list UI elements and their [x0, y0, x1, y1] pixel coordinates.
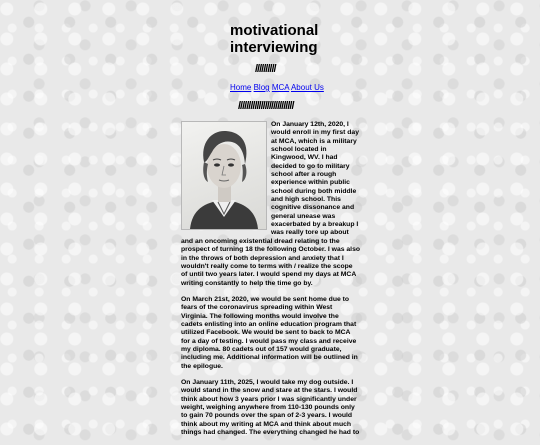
portrait-image	[181, 121, 267, 230]
nav-bar	[230, 83, 324, 92]
separator-top: //////////	[255, 63, 276, 75]
paragraph: On March 21st, 2020, we would be sent home due to fears of the coronavirus spreading within West Virginia. The following months would involve the cadets enlisting into an online education program that utilized Facebook. We would be sent to back to MCA for a day of testing. I would pass my class and receive my diploma. 80 cadets out of 157 would graduate, including me. Additional information will be outlined in the epilogue.	[181, 295, 358, 370]
portrait-icon	[182, 122, 266, 229]
article-body	[181, 121, 360, 445]
nav-link-about-us[interactable]: About Us	[290, 83, 324, 92]
paragraph: On January 12th, 2020, I would enroll in my first day at MCA, which is a military school located in Kingwood, WV. I had decided to go to military school after a rough experience within public school during both middle and high school. This cognitive dissonance and general unease was exacerbated by a breakup I was really tore up about and an oncoming existential dread relating to the prospect of turning 18 the following October. I was also in the throws of both depression and anxiety that I wouldn't really come to terms with / realize the scope of until two years later. I would spend my days at MCA writing constantly to help the time go by.	[181, 121, 361, 287]
nav-link-blog[interactable]: Blog	[253, 83, 270, 92]
page-title: motivational interviewing	[230, 22, 319, 56]
paragraph: On January 11th, 2025, I would take my dog outside. I would stand in the snow and stare at the stars. I would think about how 3 years prior I was significantly under weight, weighing anywhere from 110-130 pounds only to gain 70 pounds over the span of 2-3 years. I would think about my writing at MCA and think about much things had changed. The everything changed he had to	[181, 378, 360, 437]
nav-link-home[interactable]: Home	[230, 83, 252, 92]
separator-bottom: ///////////////////////////	[238, 100, 294, 112]
nav-link-mca[interactable]: MCA	[271, 83, 290, 92]
